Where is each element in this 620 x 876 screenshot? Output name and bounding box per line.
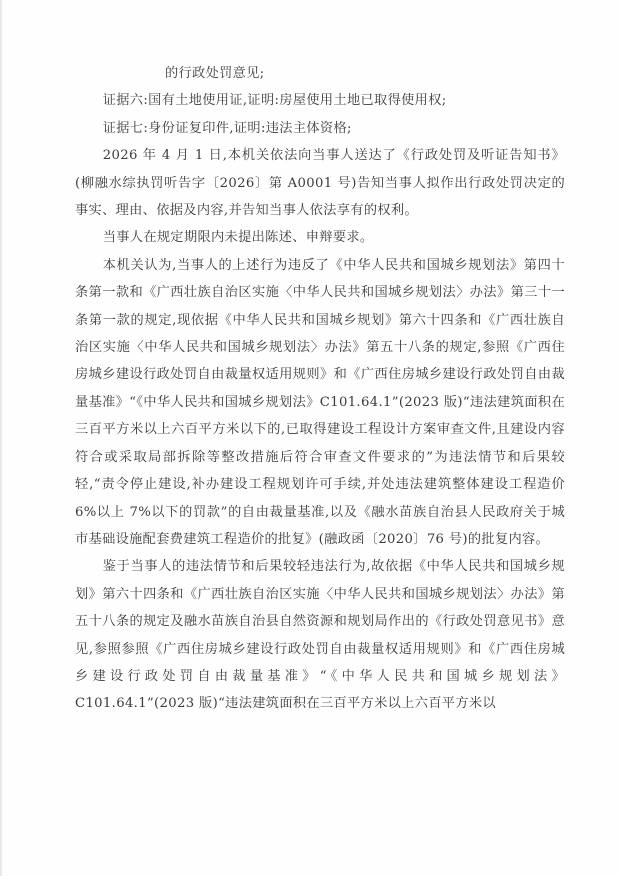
page-edge-shadow [0, 0, 3, 876]
paragraph-penalty-decision: 鉴于当事人的违法情节和后果较轻违法行为,故依据《中华人民共和国城乡规划》第六十四条和《广西壮族自治区实施〈中华人民共和国城乡规划法〉办法》第五十八条的规定及融水苗族自治县自然资源和规划局作出的《行政处罚意见书》意见,参照参照《广西住房城乡建设行政处罚自由裁量权适用规则》和《广西住房城乡建设行政处罚自由裁量基准》“《中华人民共和国城乡规划法》C101.64.1”(2023 版)“违法建筑面积在三百平方米以上六百平方米以 [75, 559, 565, 712]
paragraph-no-statement: 当事人在规定期限内未提出陈述、申辩要求。 [102, 230, 374, 246]
paragraph-evidence-seven: 证据七:身份证复印件,证明:违法主体资格; [102, 120, 352, 136]
paragraph-legal-basis: 本机关认为,当事人的上述行为违反了《中华人民共和国城乡规划法》第四十条第一款和《广西壮族自治区实施〈中华人民共和国城乡规划法〉办法》第三十一条第一款的规定,现依据《中华人民共和国城乡规划》第六十四条和《广西壮族自治区实施〈中华人民共和国城乡规划法〉办法》第五十八条的规定,参照《广西住房城乡建设行政处罚自由裁量权适用规则》和《广西住房城乡建设行政处罚自由裁量基准》“《中华人民共和国城乡规划法》C101.64.1”(2023 版)“违法建筑面积在三百平方米以上六百平方米以下的,已取得建设工程设计方案审查文件,且建设内容符合或采取局部拆除等整改措施后符合审查文件要求的”为违法情节和后果较轻,“责令停止建设,补办建设工程规划许可手续,并处违法建筑整体建设工程造价 6%以上 7%以下的罚款”的自由裁量基准,以及《融水苗族自治县人民政府关于城市基础设施配套费建筑工程造价的批复》(融政函〔2020〕76 号)的批复内容。 [75, 257, 565, 547]
paragraph-evidence-six: 证据六:国有土地使用证,证明:房屋使用土地已取得使用权; [102, 93, 447, 109]
paragraph-penalty-opinion-tail: 的行政处罚意见; [165, 66, 265, 81]
paragraph-notice-served: 2026 年 4 月 1 日,本机关依法向当事人送达了《行政处罚及听证告知书》(柳融水综执罚听告字〔2026〕第 A0001 号)告知当事人拟作出行政处罚决定的事实、理由、依据及内容,并告知当事人依法享有的权利。 [75, 148, 565, 219]
document-body [75, 60, 565, 718]
